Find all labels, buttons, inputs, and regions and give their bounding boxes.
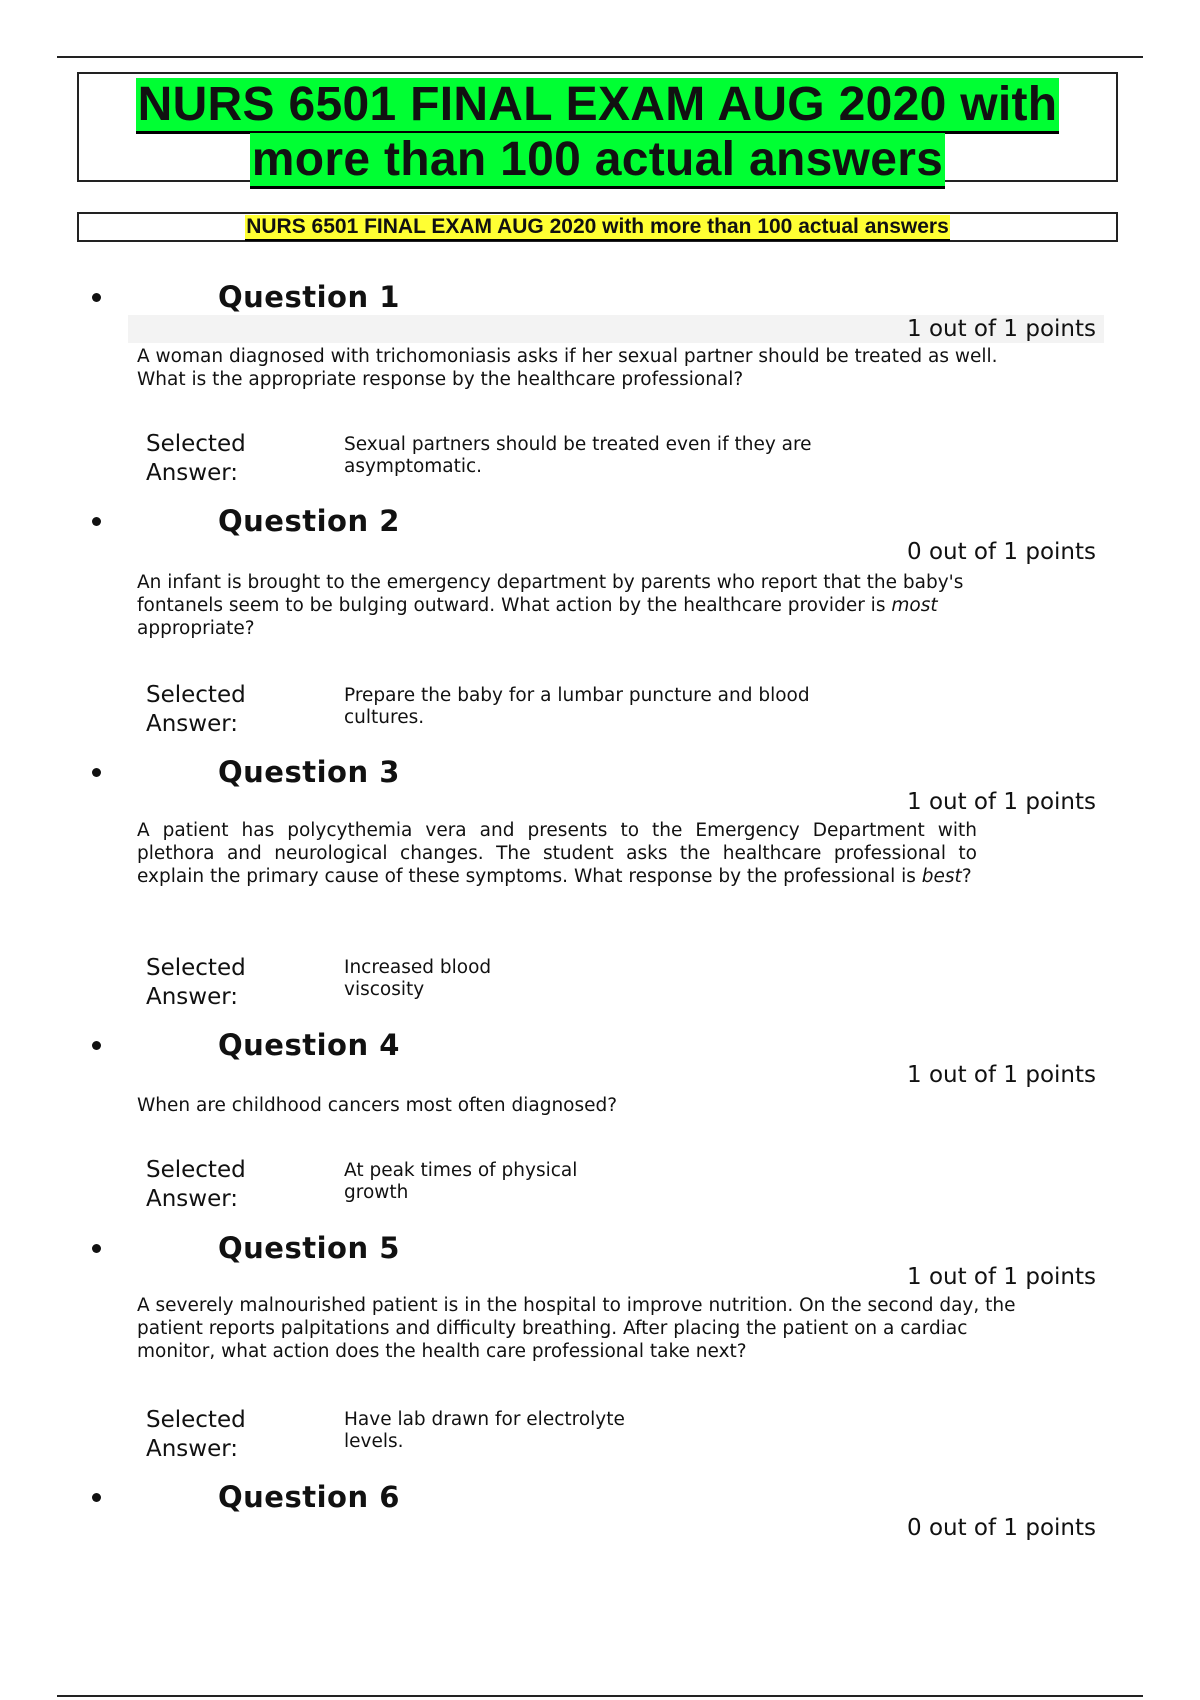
question-points: 1 out of 1 points — [128, 315, 1104, 343]
bullet-icon — [92, 768, 101, 777]
selected-answer-label: Selected Answer: — [146, 431, 246, 486]
title-line-1: NURS 6501 FINAL EXAM AUG 2020 with — [136, 78, 1060, 134]
bullet-icon — [92, 1493, 101, 1502]
question-title: Question 4 — [218, 1028, 400, 1062]
selected-answer: Prepare the baby for a lumbar puncture and blood cultures. — [344, 685, 810, 728]
question-title: Question 5 — [218, 1231, 400, 1265]
question-text: A woman diagnosed with trichomoniasis asks if her sexual partner should be treated as well. What is the appropriate response by the healthcare professional? — [137, 346, 998, 390]
selected-answer-label: Selected Answer: — [146, 682, 246, 737]
question-text: An infant is brought to the emergency department by parents who report that the baby's fontanels seem to be bulging outward. What action by the healthcare provider is most appropriate? — [137, 572, 964, 639]
bullet-icon — [92, 1041, 101, 1050]
question-points: 1 out of 1 points — [907, 1062, 1096, 1088]
question-text: A severely malnourished patient is in the hospital to improve nutrition. On the second day, the patient reports palpitations and difficulty breathing. After placing the patient on a cardiac monitor, what action does the health care professional take next? — [137, 1295, 1016, 1362]
selected-answer: At peak times of physical growth — [344, 1160, 578, 1203]
selected-answer: Increased blood viscosity — [344, 957, 492, 1000]
question-title: Question 2 — [218, 504, 400, 538]
question-text: When are childhood cancers most often diagnosed? — [137, 1095, 618, 1116]
question-title: Question 6 — [218, 1480, 400, 1514]
question-points: 0 out of 1 points — [907, 539, 1096, 565]
bullet-icon — [92, 517, 101, 526]
question-points: 0 out of 1 points — [907, 1515, 1096, 1541]
subtitle: NURS 6501 FINAL EXAM AUG 2020 with more than 100 actual answers — [245, 215, 950, 241]
question-points: 1 out of 1 points — [907, 1264, 1096, 1290]
selected-answer-label: Selected Answer: — [146, 955, 246, 1010]
question-points: 1 out of 1 points — [907, 789, 1096, 815]
selected-answer-label: Selected Answer: — [146, 1157, 246, 1212]
bullet-icon — [92, 1244, 101, 1253]
bottom-rule — [57, 1695, 1143, 1697]
question-title: Question 3 — [218, 755, 400, 789]
title-line-2: more than 100 actual answers — [250, 133, 945, 189]
selected-answer: Sexual partners should be treated even if they are asymptomatic. — [344, 434, 812, 477]
selected-answer-label: Selected Answer: — [146, 1407, 246, 1462]
selected-answer: Have lab drawn for electrolyte levels. — [344, 1409, 625, 1452]
question-title: Question 1 — [218, 280, 400, 314]
bullet-icon — [92, 293, 101, 302]
question-text: A patient has polycythemia vera and presents to the Emergency Department with plethora and neurological changes. The student asks the healthcare professional to explain the primary cause of these symptoms. What response by the professional is best? — [137, 820, 977, 887]
